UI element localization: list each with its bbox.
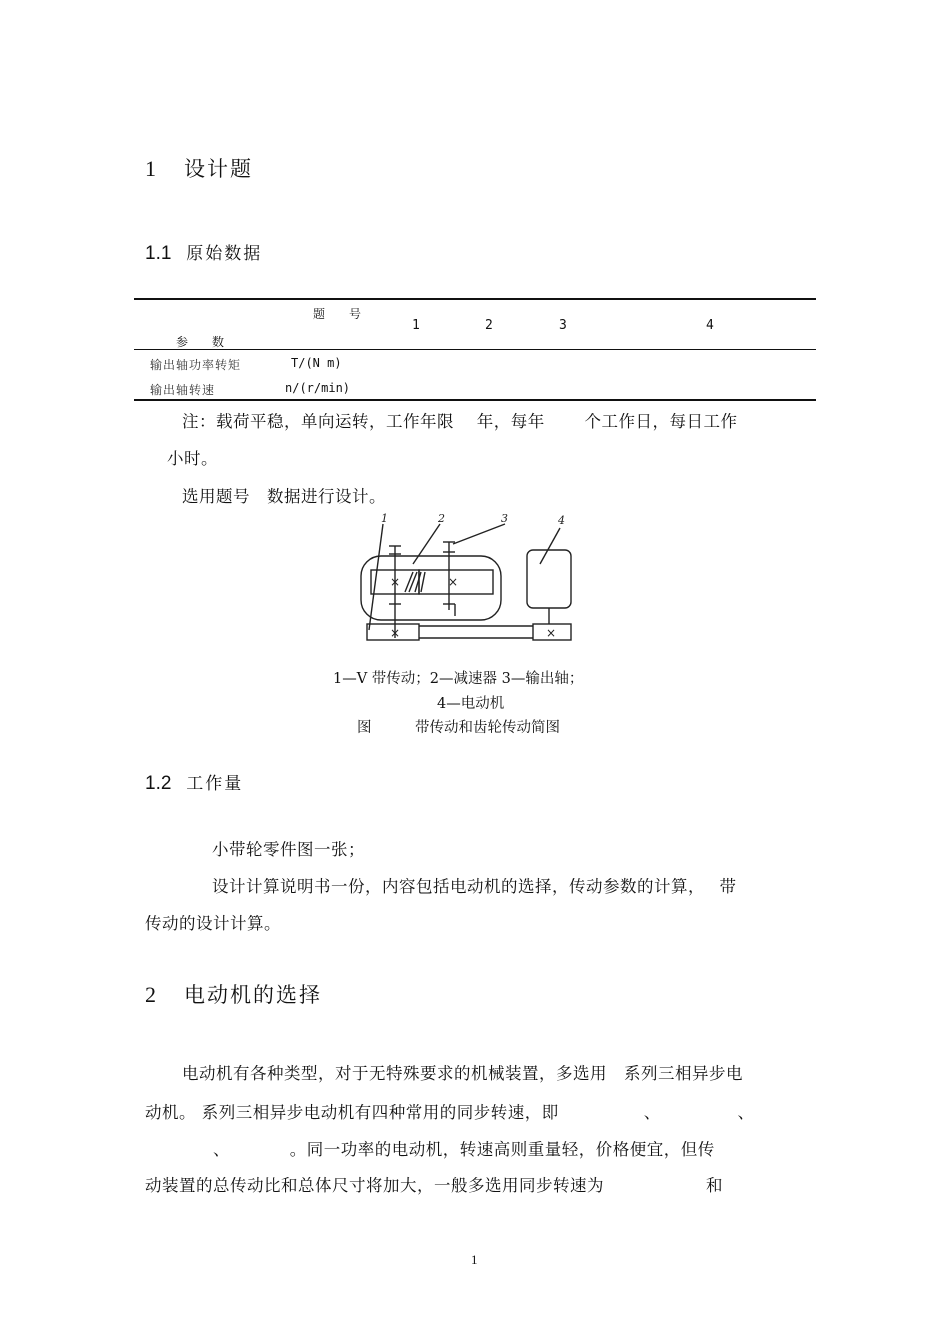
- figure-label-3: 3: [501, 512, 508, 525]
- paragraph-line-1: 电动机有各种类型，对于无特殊要求的机械装置，多选用 系列三相异步电: [182, 1064, 743, 1083]
- section-number: 1.1: [145, 243, 172, 264]
- table-column-2: 2: [485, 318, 493, 333]
- paragraph-line-4: 动装置的总传动比和总体尺寸将加大，一般多选用同步转速为 和: [145, 1176, 723, 1195]
- workload-line-2: 设计计算说明书一份，内容包括电动机的选择，传动参数的计算， 带: [212, 877, 737, 896]
- table-header-parameter: 参 数: [176, 335, 231, 349]
- workload-line-3: 传动的设计计算。: [145, 914, 281, 933]
- svg-text:×: ×: [389, 626, 401, 640]
- transmission-diagram: [355, 512, 585, 647]
- table-top-rule: [134, 298, 816, 300]
- section-number: 1: [145, 156, 158, 181]
- section-1-2-heading: [145, 769, 243, 795]
- section-2-heading: [145, 979, 322, 1009]
- svg-text:×: ×: [389, 575, 401, 589]
- figure-label-2: 2: [438, 512, 445, 525]
- figure-caption-line-2: 4—电动机: [437, 696, 505, 712]
- note-line-1: 注：载荷平稳，单向运转，工作年限 年，每年 个工作日，每日工作: [182, 412, 738, 431]
- svg-text:×: ×: [447, 575, 459, 589]
- svg-text:×: ×: [545, 626, 557, 640]
- table-header-question-no: 题 号: [313, 307, 368, 321]
- paragraph-line-3: 、 。同一功率的电动机，转速高则重量轻，价格便宜，但传: [145, 1140, 715, 1159]
- table-mid-rule: [134, 349, 816, 350]
- section-title: 设计题: [184, 157, 254, 181]
- section-title: 原始数据: [186, 244, 263, 264]
- table-row-unit: T/(N m): [291, 356, 342, 370]
- figure-label-4: 4: [558, 514, 565, 527]
- section-number: 2: [145, 982, 158, 1007]
- note-line-2: 小时。: [167, 449, 218, 468]
- table-row-label: 输出轴功率转矩: [150, 358, 255, 372]
- note-line-3: 选用题号 数据进行设计。: [182, 487, 386, 506]
- workload-line-1: 小带轮零件图一张；: [212, 840, 365, 859]
- figure-caption-line-3: 图 带传动和齿轮传动简图: [357, 720, 560, 736]
- table-bottom-rule: [134, 399, 816, 401]
- table-row-unit: n/(r/min): [285, 381, 351, 395]
- section-1-heading: [145, 153, 253, 183]
- section-title: 工作量: [186, 774, 244, 794]
- section-1-1-heading: [145, 239, 262, 265]
- figure-caption-line-1: 1—V 带传动；2—减速器 3—输出轴；: [333, 671, 584, 687]
- table-row-label: 输出轴转速: [150, 383, 255, 397]
- section-number: 1.2: [145, 773, 172, 794]
- page-number: 1: [471, 1252, 478, 1267]
- table-column-3: 3: [559, 318, 567, 333]
- table-column-4: 4: [706, 318, 714, 333]
- paragraph-line-2: 动机。 系列三相异步电动机有四种常用的同步转速，即 、 、: [145, 1103, 755, 1122]
- figure-label-1: 1: [381, 512, 388, 525]
- section-title: 电动机的选择: [184, 983, 323, 1007]
- table-column-1: 1: [412, 318, 420, 333]
